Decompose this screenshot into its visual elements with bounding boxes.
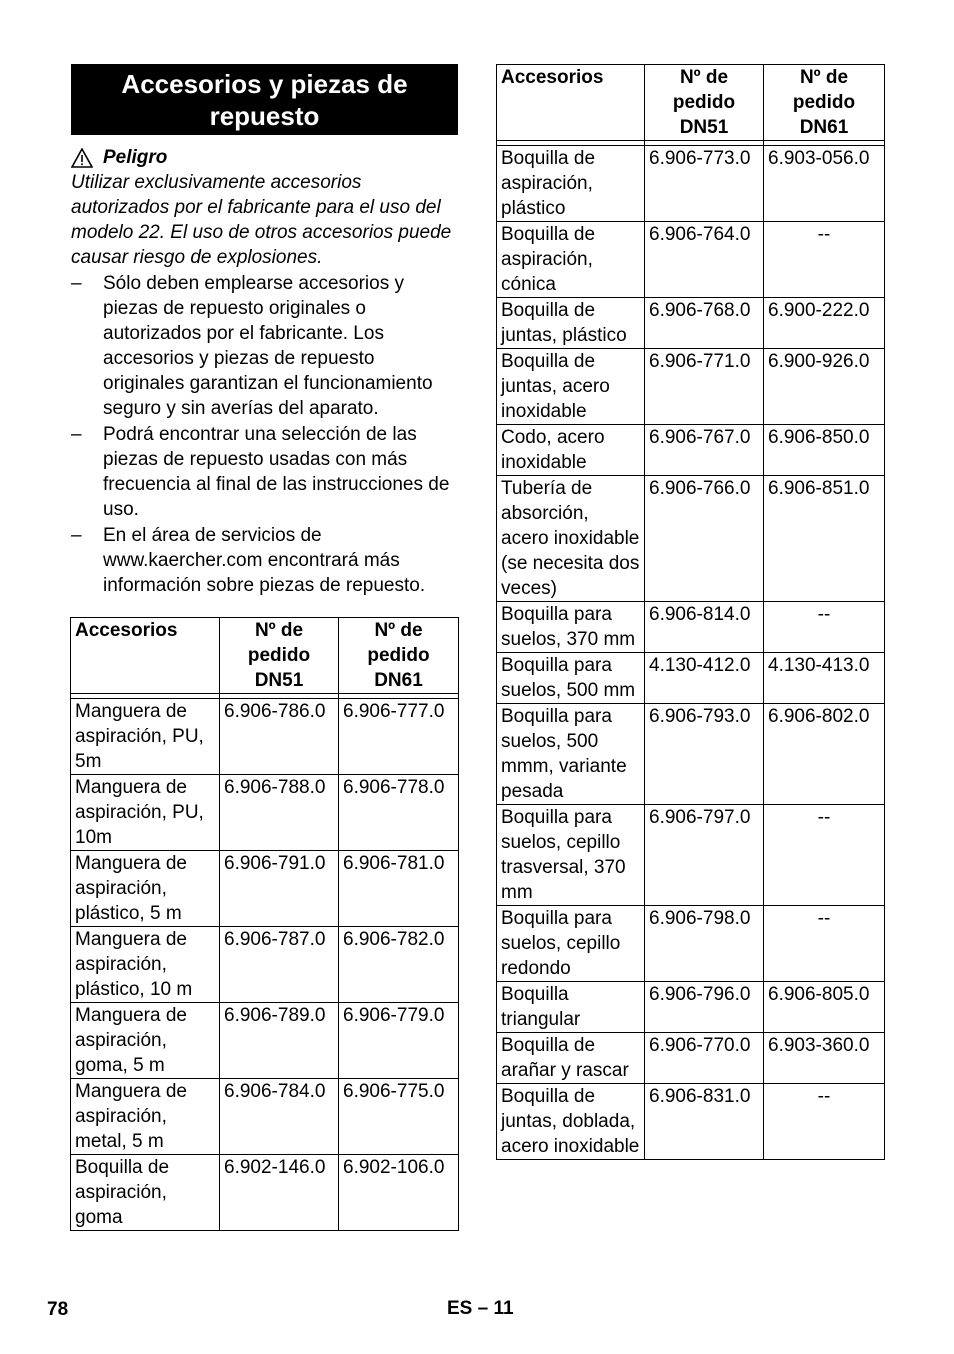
table-row xyxy=(497,653,885,704)
order-number-dn51: 6.906-771.0 xyxy=(645,349,764,425)
order-number-dn61: 6.906-777.0 xyxy=(339,699,459,775)
order-number-dn51: 6.906-784.0 xyxy=(220,1079,339,1155)
order-number-dn51: 6.906-787.0 xyxy=(220,927,339,1003)
list-item xyxy=(71,523,458,598)
accessory-name: Manguera de aspiración, PU, 10m xyxy=(71,775,220,851)
order-number-dn61: 6.906-775.0 xyxy=(339,1079,459,1155)
table-row xyxy=(71,775,459,851)
table-row xyxy=(71,927,459,1003)
order-number-dn51: 6.906-764.0 xyxy=(645,222,764,298)
table-row xyxy=(71,699,459,775)
col-header-dn51: Nº de pedido DN51 xyxy=(645,65,764,141)
table-row xyxy=(497,1033,885,1084)
accessory-name: Tubería de absorción, acero inoxidable (se necesita dos veces) xyxy=(497,476,645,602)
list-item xyxy=(71,271,458,421)
table-row xyxy=(497,906,885,982)
table-row xyxy=(71,851,459,927)
col-header-accessories: Accesorios xyxy=(497,65,645,141)
order-number-dn61: 6.906-778.0 xyxy=(339,775,459,851)
section-heading: Accesorios y piezas de repuesto xyxy=(71,64,458,135)
order-number-dn51: 6.906-768.0 xyxy=(645,298,764,349)
list-item-text: Podrá encontrar una selección de las piezas de repuesto usadas con más frecuencia al final de las instrucciones de uso. xyxy=(103,424,450,520)
accessory-name: Boquilla de juntas, acero inoxidable xyxy=(497,349,645,425)
order-number-dn61: 6.902-106.0 xyxy=(339,1155,459,1231)
accessory-name: Boquilla para suelos, 500 mmm, variante pesada xyxy=(497,704,645,805)
table-row xyxy=(497,704,885,805)
table-row xyxy=(497,805,885,906)
danger-text: Utilizar exclusivamente accesorios autorizados por el fabricante para el uso del modelo 22. El uso de otros accesorios puede causar riesgo de explosiones. xyxy=(71,172,452,268)
accessories-table-left xyxy=(70,617,459,1231)
order-number-dn51: 6.906-791.0 xyxy=(220,851,339,927)
table-row xyxy=(71,1155,459,1231)
accessory-name: Boquilla de juntas, plástico xyxy=(497,298,645,349)
danger-label-row xyxy=(71,145,458,170)
accessory-name: Manguera de aspiración, goma, 5 m xyxy=(71,1003,220,1079)
accessory-name: Boquilla de aspiración, plástico xyxy=(497,146,645,222)
accessory-name: Boquilla para suelos, 500 mm xyxy=(497,653,645,704)
order-number-dn51: 6.906-814.0 xyxy=(645,602,764,653)
order-number-dn61: 6.906-850.0 xyxy=(764,425,885,476)
page-number: 78 xyxy=(47,1299,69,1320)
order-number-dn61: 6.906-782.0 xyxy=(339,927,459,1003)
order-number-dn61: 6.906-779.0 xyxy=(339,1003,459,1079)
accessory-name: Boquilla de aspiración, goma xyxy=(71,1155,220,1231)
order-number-dn51: 6.906-773.0 xyxy=(645,146,764,222)
table-row xyxy=(497,349,885,425)
accessory-name: Boquilla para suelos, 370 mm xyxy=(497,602,645,653)
order-number-dn61: 6.903-360.0 xyxy=(764,1033,885,1084)
accessories-table-right xyxy=(496,64,885,1160)
order-number-dn61: -- xyxy=(764,602,885,653)
accessory-name: Manguera de aspiración, PU, 5m xyxy=(71,699,220,775)
list-dash: – xyxy=(71,525,82,546)
order-number-dn51: 6.906-798.0 xyxy=(645,906,764,982)
accessory-name: Manguera de aspiración, plástico, 10 m xyxy=(71,927,220,1003)
danger-label: Peligro xyxy=(103,147,168,168)
list-item-text: En el área de servicios de www.kaercher.com encontrará más información sobre piezas de repuesto. xyxy=(103,525,426,596)
list-dash: – xyxy=(71,273,82,294)
accessory-name: Codo, acero inoxidable xyxy=(497,425,645,476)
order-number-dn51: 6.902-146.0 xyxy=(220,1155,339,1231)
order-number-dn51: 6.906-831.0 xyxy=(645,1084,764,1160)
order-number-dn61: 6.906-802.0 xyxy=(764,704,885,805)
order-number-dn61: 6.900-926.0 xyxy=(764,349,885,425)
language-page-indicator: ES – 11 xyxy=(447,1298,514,1319)
order-number-dn51: 4.130-412.0 xyxy=(645,653,764,704)
table-row xyxy=(497,602,885,653)
table-row xyxy=(497,1084,885,1160)
col-header-dn51: Nº de pedido DN51 xyxy=(220,618,339,694)
col-header-accessories: Accesorios xyxy=(71,618,220,694)
order-number-dn51: 6.906-793.0 xyxy=(645,704,764,805)
accessory-name: Boquilla de juntas, doblada, acero inoxidable xyxy=(497,1084,645,1160)
table-row xyxy=(497,146,885,222)
order-number-dn61: -- xyxy=(764,1084,885,1160)
accessory-name: Boquilla de arañar y rascar xyxy=(497,1033,645,1084)
table-row xyxy=(497,476,885,602)
order-number-dn61: 6.906-805.0 xyxy=(764,982,885,1033)
table-row xyxy=(497,222,885,298)
table-row xyxy=(497,982,885,1033)
table-row xyxy=(71,1003,459,1079)
accessory-name: Boquilla triangular xyxy=(497,982,645,1033)
order-number-dn51: 6.906-789.0 xyxy=(220,1003,339,1079)
order-number-dn61: 6.903-056.0 xyxy=(764,146,885,222)
order-number-dn61: -- xyxy=(764,805,885,906)
order-number-dn61: 6.906-781.0 xyxy=(339,851,459,927)
table-row xyxy=(71,1079,459,1155)
order-number-dn51: 6.906-797.0 xyxy=(645,805,764,906)
order-number-dn51: 6.906-786.0 xyxy=(220,699,339,775)
left-column xyxy=(71,145,458,598)
table-row xyxy=(497,298,885,349)
accessory-name: Boquilla para suelos, cepillo trasversal, 370 mm xyxy=(497,805,645,906)
accessory-name: Manguera de aspiración, plástico, 5 m xyxy=(71,851,220,927)
list-item xyxy=(71,422,458,522)
accessory-name: Manguera de aspiración, metal, 5 m xyxy=(71,1079,220,1155)
list-dash: – xyxy=(71,424,82,445)
order-number-dn51: 6.906-767.0 xyxy=(645,425,764,476)
order-number-dn61: 6.900-222.0 xyxy=(764,298,885,349)
accessory-name: Boquilla para suelos, cepillo redondo xyxy=(497,906,645,982)
warning-triangle-icon xyxy=(71,148,93,168)
table-row xyxy=(497,425,885,476)
order-number-dn61: -- xyxy=(764,906,885,982)
col-header-dn61: Nº de pedido DN61 xyxy=(339,618,459,694)
order-number-dn61: -- xyxy=(764,222,885,298)
order-number-dn51: 6.906-766.0 xyxy=(645,476,764,602)
order-number-dn61: 4.130-413.0 xyxy=(764,653,885,704)
list-item-text: Sólo deben emplearse accesorios y piezas de repuesto originales o autorizados por el fabricante. Los accesorios y piezas de repuesto originales garantizan el funcionamiento seguro y sin averías del aparato. xyxy=(103,273,433,419)
info-list xyxy=(71,271,458,598)
accessory-name: Boquilla de aspiración, cónica xyxy=(497,222,645,298)
order-number-dn61: 6.906-851.0 xyxy=(764,476,885,602)
order-number-dn51: 6.906-796.0 xyxy=(645,982,764,1033)
order-number-dn51: 6.906-770.0 xyxy=(645,1033,764,1084)
order-number-dn51: 6.906-788.0 xyxy=(220,775,339,851)
col-header-dn61: Nº de pedido DN61 xyxy=(764,65,885,141)
